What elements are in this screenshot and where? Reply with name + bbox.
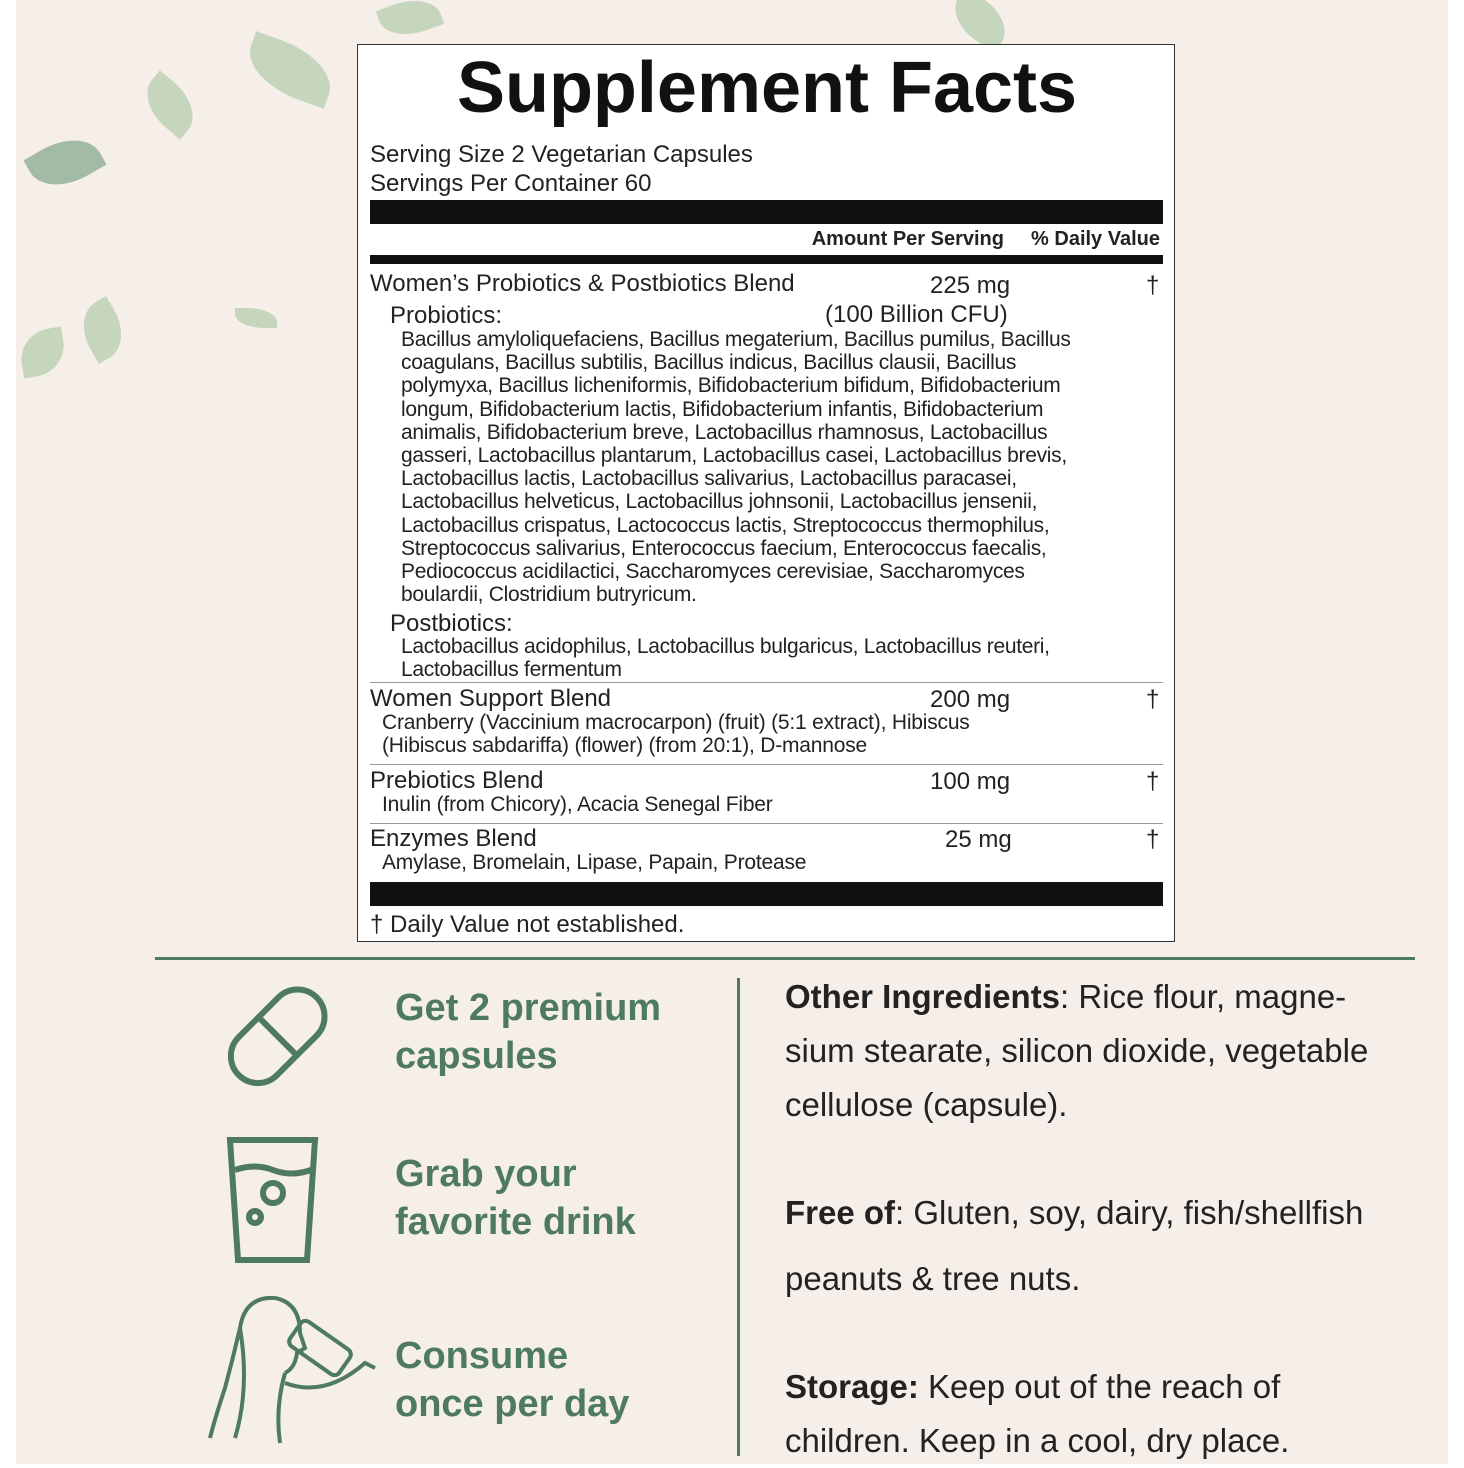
- blend4-ingredients: Amylase, Bromelain, Lipase, Papain, Protease: [382, 851, 807, 874]
- footnote: † Daily Value not established.: [370, 911, 685, 938]
- blend4-name: Enzymes Blend: [370, 825, 537, 852]
- blend2-dv: †: [1146, 686, 1160, 713]
- col-dv-header: % Daily Value: [1031, 228, 1160, 250]
- step2-line2: favorite drink: [395, 1201, 636, 1243]
- section-divider: [155, 957, 1415, 960]
- blend2-name: Women Support Blend: [370, 685, 612, 712]
- divider-thick: [370, 882, 1163, 906]
- blend1-dv: †: [1146, 272, 1160, 299]
- blend1-cfu: (100 Billion CFU): [825, 301, 1008, 328]
- ingredient-line: gasseri, Lactobacillus plantarum, Lactobacillus casei, Lactobacillus brevis,: [401, 444, 1067, 468]
- column-divider: [737, 978, 740, 1456]
- step3-line1: Consume: [395, 1335, 569, 1377]
- label-title: Supplement Facts: [456, 48, 1078, 128]
- serving-size: Serving Size 2 Vegetarian Capsules: [370, 141, 753, 168]
- blend3-ingredients: Inulin (from Chicory), Acacia Senegal Fiber: [382, 793, 773, 816]
- other-text: : Rice flour, magne-: [1060, 978, 1347, 1015]
- blend3-dv: †: [1146, 768, 1160, 795]
- step1-line1: Get 2 premium: [395, 987, 662, 1029]
- ingredient-line: Lactobacillus acidophilus, Lactobacillus bulgaricus, Lactobacillus reuteri,: [401, 635, 1050, 658]
- storage: [785, 1360, 1280, 1414]
- woman-drinking-icon: [205, 1288, 380, 1448]
- ingredient-line: Lactobacillus lactis, Lactobacillus salivarius, Lactobacillus paracasei,: [401, 467, 1017, 491]
- ingredient-line: Lactobacillus fermentum: [401, 658, 622, 682]
- divider-medium: [370, 255, 1163, 264]
- divider: [370, 682, 1163, 683]
- free-of: [785, 1186, 1363, 1240]
- ingredient-line: animalis, Bifidobacterium breve, Lactobacillus rhamnosus, Lactobacillus: [401, 420, 1048, 444]
- ingredient-line: longum, Bifidobacterium lactis, Bifidobacterium infantis, Bifidobacterium: [401, 397, 1044, 421]
- other-ingredients-2: sium stearate, silicon dioxide, vegetable: [785, 1032, 1369, 1069]
- divider: [370, 823, 1163, 824]
- ingredient-line: Lactobacillus helveticus, Lactobacillus johnsonii, Lactobacillus jensenii,: [401, 490, 1038, 514]
- other-ingredients-3: cellulose (capsule).: [785, 1086, 1068, 1123]
- blend3-name: Prebiotics Blend: [370, 767, 544, 794]
- capsule-icon: [215, 980, 340, 1095]
- free-text: : Gluten, soy, dairy, fish/shellfish: [895, 1194, 1364, 1231]
- supplement-facts-label: [357, 44, 1175, 942]
- blend2-ingredients-2: (Hibiscus sabdariffa) (flower) (from 20:1), D-mannose: [382, 734, 868, 757]
- step2-line1: Grab your: [395, 1153, 577, 1195]
- blend1-amount: 225 mg: [930, 272, 1011, 299]
- ingredient-line: Lactobacillus crispatus, Lactococcus lactis, Streptococcus thermophilus,: [401, 513, 1050, 537]
- ingredient-line: polymyxa, Bacillus licheniformis, Bifidobacterium bifidum, Bifidobacterium: [401, 374, 1061, 398]
- divider: [370, 764, 1163, 765]
- blend4-amount: 25 mg: [945, 826, 1012, 853]
- servings-per-container: Servings Per Container 60: [370, 170, 652, 197]
- blend3-amount: 100 mg: [930, 768, 1011, 795]
- step1-line2: capsules: [395, 1035, 558, 1077]
- drink-glass-icon: [225, 1135, 320, 1265]
- postbiotics-list: [401, 635, 1050, 681]
- free-label: Free of: [785, 1194, 896, 1231]
- ingredient-line: coagulans, Bacillus subtilis, Bacillus indicus, Bacillus clausii, Bacillus: [401, 351, 1017, 375]
- ingredient-line: Streptococcus salivarius, Enterococcus faecium, Enterococcus faecalis,: [401, 536, 1047, 560]
- blend2-amount: 200 mg: [930, 686, 1011, 713]
- probiotics-label: Probiotics:: [390, 302, 503, 329]
- blend2-ingredients-1: Cranberry (Vaccinium macrocarpon) (fruit) (5:1 extract), Hibiscus: [382, 711, 970, 734]
- divider-thick: [370, 200, 1163, 224]
- postbiotics-label: Postbiotics:: [390, 610, 513, 637]
- col-amount-header: Amount Per Serving: [811, 228, 1004, 250]
- free-of-2: peanuts & tree nuts.: [785, 1260, 1081, 1297]
- ingredient-line: Pediococcus acidilactici, Saccharomyces cerevisiae, Saccharomyces: [401, 560, 1025, 584]
- blend1-name: Women’s Probiotics & Postbiotics Blend: [370, 270, 795, 297]
- storage-text: Keep out of the reach of: [918, 1368, 1281, 1405]
- ingredient-line: Bacillus amyloliquefaciens, Bacillus megaterium, Bacillus pumilus, Bacillus: [401, 328, 1071, 351]
- ingredient-line: boulardii, Clostridium butryricum.: [401, 583, 697, 607]
- blend4-dv: †: [1146, 826, 1160, 853]
- other-label: Other Ingredients: [785, 978, 1061, 1015]
- step3-line2: once per day: [395, 1383, 630, 1425]
- storage-label: Storage:: [785, 1368, 919, 1405]
- other-ingredients: [785, 970, 1346, 1024]
- storage-2: children. Keep in a cool, dry place.: [785, 1422, 1290, 1459]
- probiotics-list: [401, 328, 1071, 606]
